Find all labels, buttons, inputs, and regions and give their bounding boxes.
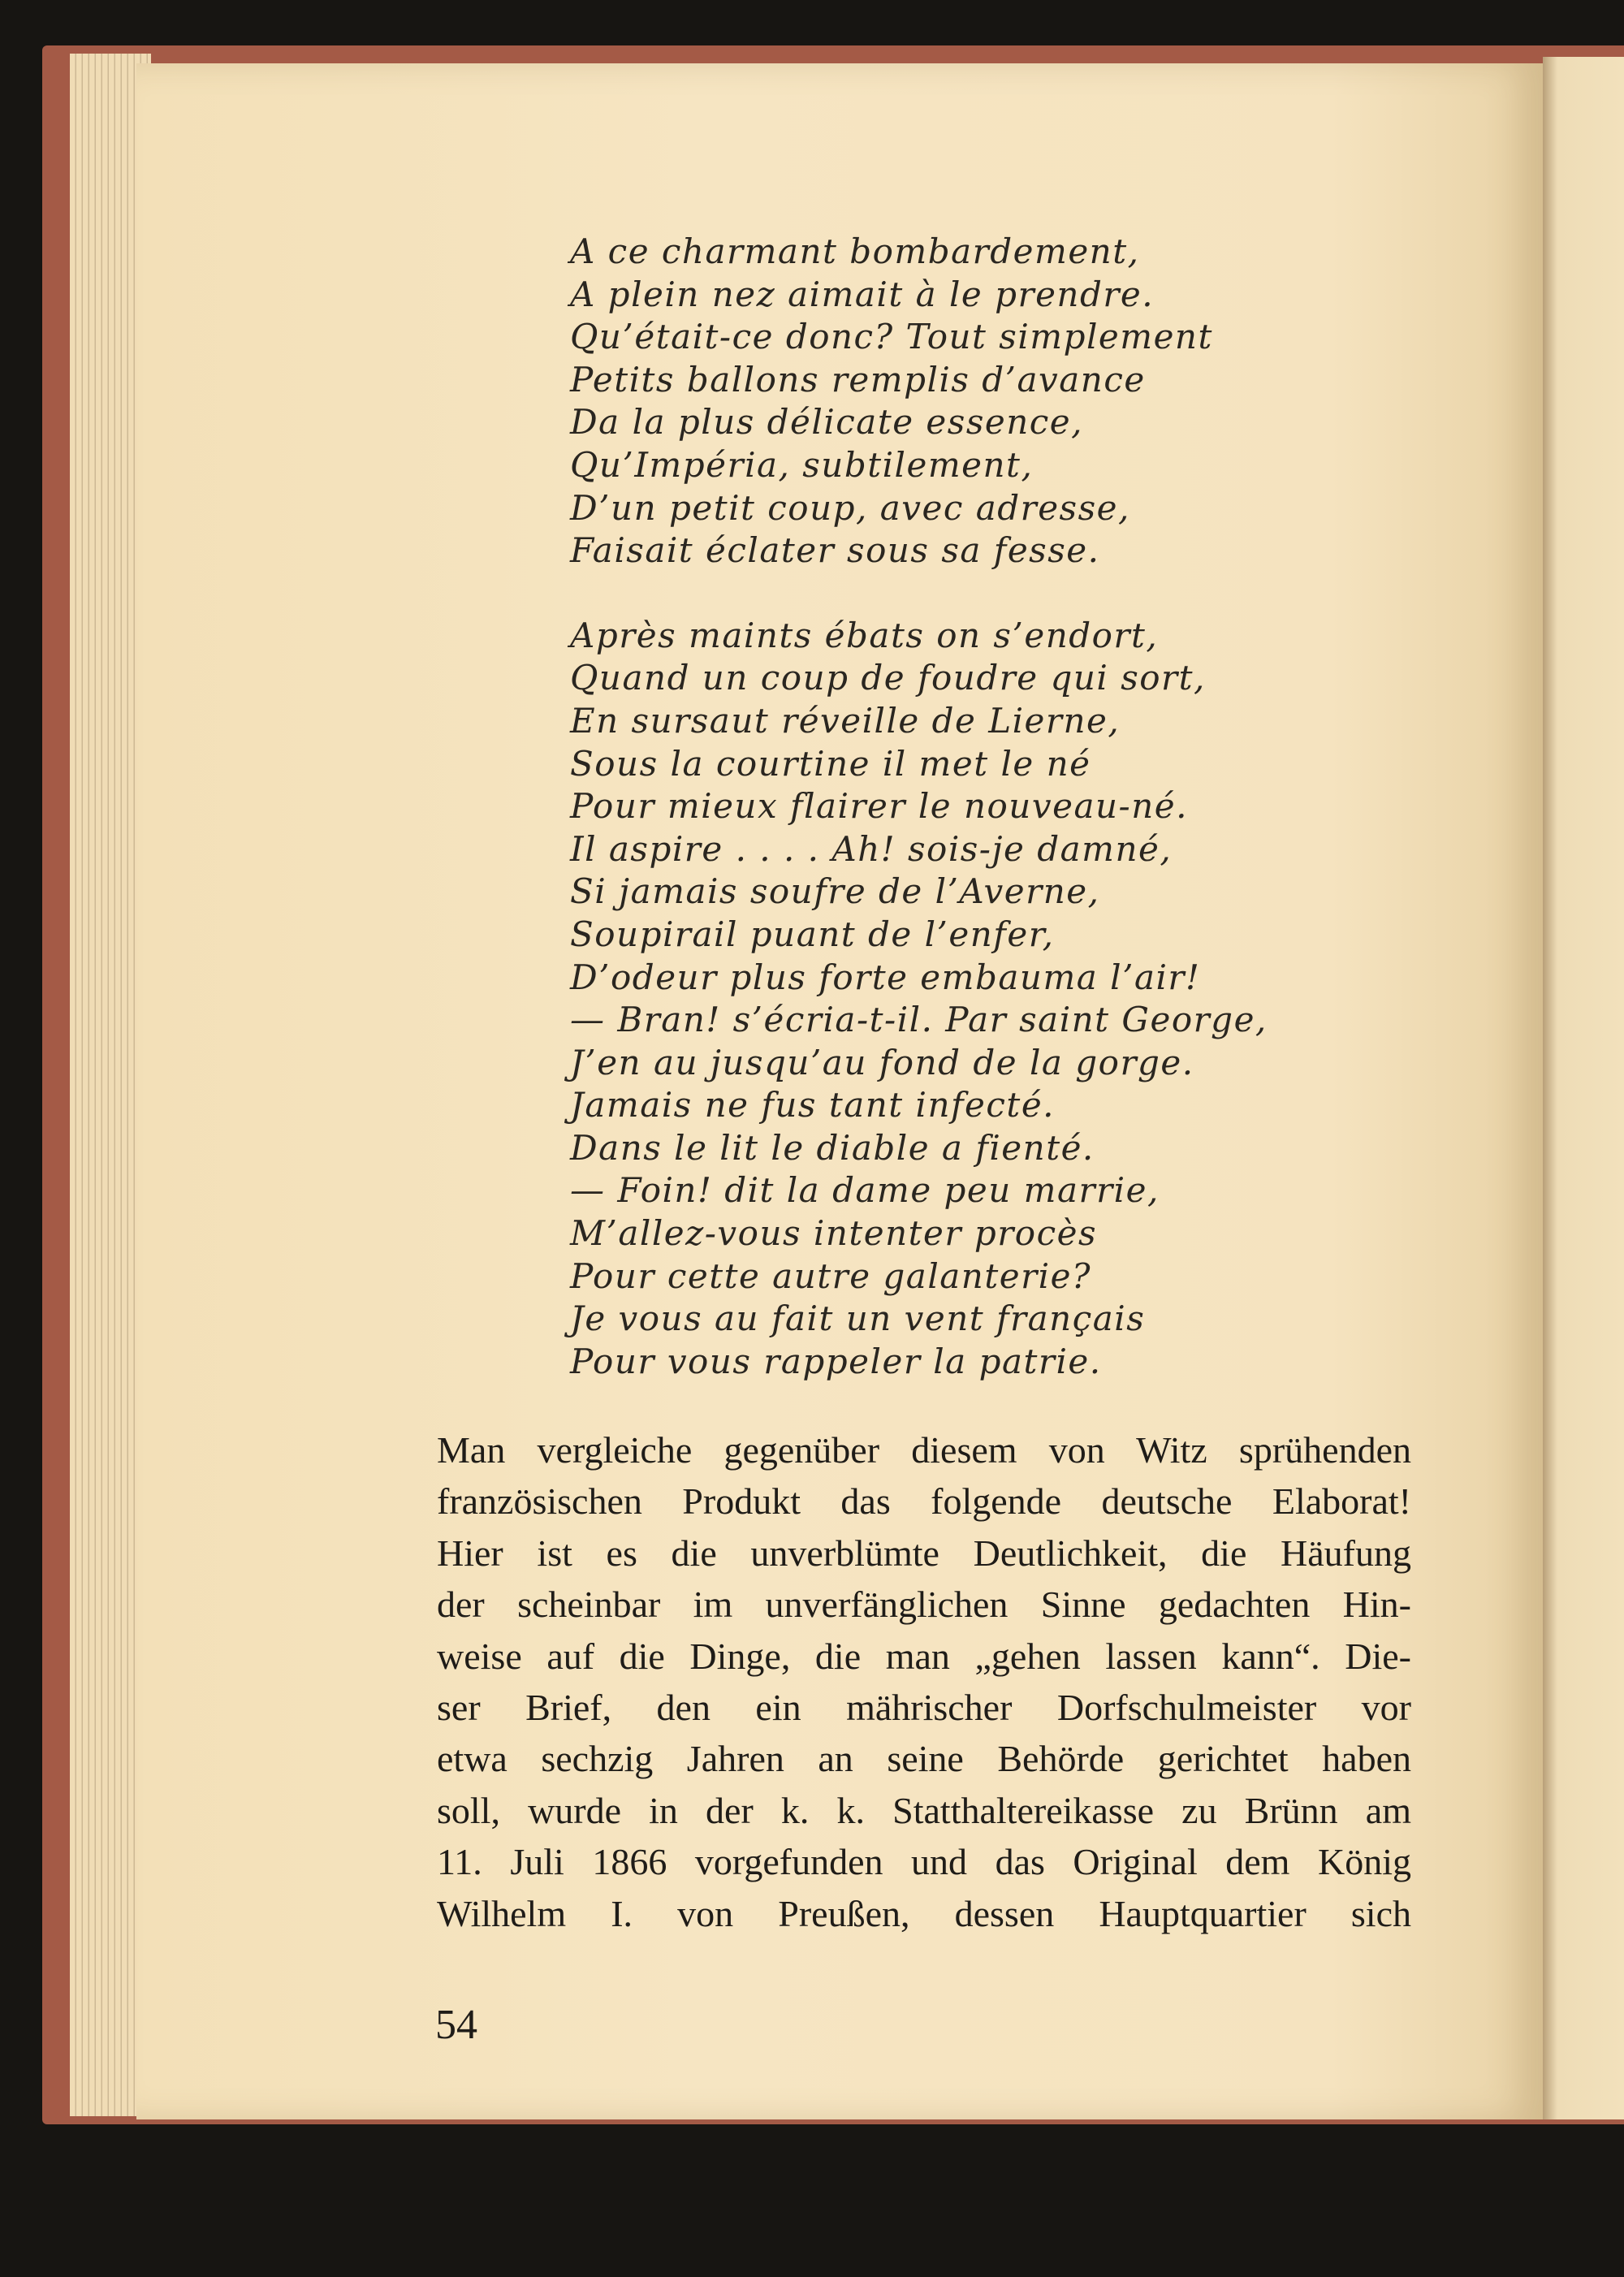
paragraph-line: 11. Juli 1866 vorgefunden und das Original dem König <box>437 1841 1411 1883</box>
page-number: 54 <box>435 2002 477 2048</box>
poem-stanza-1 <box>570 231 1268 572</box>
paragraph-line: soll, wurde in der k. k. Statthaltereikasse zu Brünn am <box>437 1789 1411 1831</box>
poem-line: Faisait éclater sous sa fesse. <box>570 530 1100 571</box>
poem-line: Qu’Impéria, subtilement, <box>570 444 1034 485</box>
poem-line: Sous la courtine il met le né <box>570 743 1091 784</box>
paragraph-line: Man vergleiche gegenüber diesem von Witz sprühenden <box>437 1429 1411 1471</box>
paragraph-line: der scheinbar im unverfänglichen Sinne gedachten Hin- <box>437 1584 1411 1626</box>
poem-line: Petits ballons remplis d’avance <box>570 359 1146 400</box>
paragraph-line: französischen Produkt das folgende deutsche Elaborat! <box>437 1480 1411 1523</box>
paragraph-line: weise auf die Dinge, die man „gehen lassen kann“. Die- <box>437 1635 1411 1677</box>
poem-line: Soupirail puant de l’enfer, <box>570 914 1055 954</box>
poem-line: Qu’était-ce donc? Tout simplement <box>570 317 1213 357</box>
poem-line: Après maints ébats on s’endort, <box>570 615 1159 655</box>
facing-page-edge <box>1543 57 1624 2119</box>
poem-line: Dans le lit le diable a fienté. <box>570 1127 1095 1168</box>
poem-line: Da la plus délicate essence, <box>570 402 1084 443</box>
poem-line: En sursaut réveille de Lierne, <box>570 700 1121 741</box>
paragraph-line: Wilhelm I. von Preußen, dessen Hauptquartier sich <box>437 1892 1411 1934</box>
poem-line: Je vous au fait un vent français <box>570 1298 1146 1339</box>
poem-stanza-2 <box>570 615 1268 1384</box>
paragraph-line: ser Brief, den ein mährischer Dorfschulmeister vor <box>437 1687 1411 1729</box>
paragraph-line: etwa sechzig Jahren an seine Behörde gerichtet haben <box>437 1738 1411 1780</box>
poem-line: Jamais ne fus tant infecté. <box>570 1085 1056 1126</box>
poem-line: Pour vous rappeler la patrie. <box>570 1341 1102 1381</box>
poem-line: — Foin! dit la dame peu marrie, <box>570 1170 1160 1211</box>
poem-line: M’allez-vous intenter procès <box>570 1213 1098 1254</box>
poem-line: A plein nez aimait à le prendre. <box>570 274 1155 314</box>
poem-line: A ce charmant bombardement, <box>570 231 1140 271</box>
body-paragraph <box>437 1424 1411 1939</box>
paragraph-line: Hier ist es die unverblümte Deutlichkeit, die Häufung <box>437 1532 1411 1574</box>
poem-line: Pour cette autre galanterie? <box>570 1255 1091 1296</box>
poem-line: Pour mieux flairer le nouveau-né. <box>570 786 1188 827</box>
poem-line: D’un petit coup, avec adresse, <box>570 487 1130 528</box>
poem-line: D’odeur plus forte embauma l’air! <box>570 957 1201 997</box>
poem-line: — Bran! s’écria-t-il. Par saint George, <box>570 1000 1268 1040</box>
poem-line: Quand un coup de foudre qui sort, <box>570 658 1206 698</box>
poem-line: Il aspire . . . . Ah! sois-je damné, <box>570 828 1173 869</box>
poem-line: J’en au jusqu’au fond de la gorge. <box>570 1042 1194 1082</box>
poem <box>570 231 1268 1383</box>
poem-line: Si jamais soufre de l’Averne, <box>570 871 1100 912</box>
